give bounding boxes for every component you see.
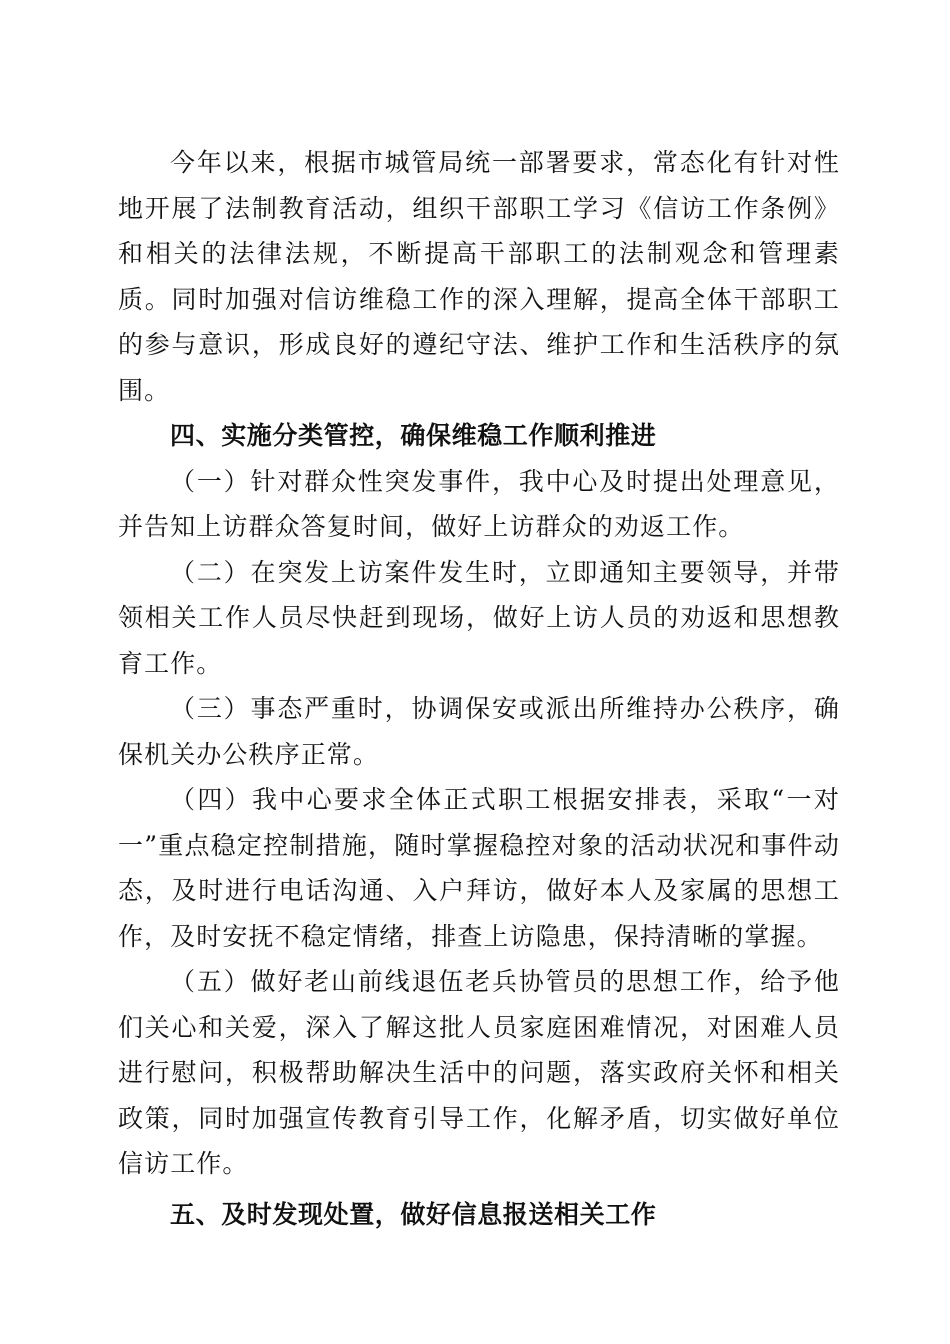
section-heading-5: 五、及时发现处置，做好信息报送相关工作 xyxy=(170,1199,657,1229)
section-heading-4: 四、实施分类管控，确保维稳工作顺利推进 xyxy=(170,421,657,450)
paragraph-item-5: （五）做好老山前线退伍老兵协管员的思想工作，给予他们关心和关爱，深入了解这批人员家庭困难情况，对困难人员进行慰问，积极帮助解决生活中的问题，落实政府关怀和相关政策，同时加强宣传教育引导工作，化解矛盾，切实做好单位信访工作。 xyxy=(118,967,840,1178)
paragraph-item-2: （二）在突发上访案件发生时，立即通知主要领导，并带领相关工作人员尽快赶到现场，做好上访人员的劝返和思想教育工作。 xyxy=(118,557,840,678)
paragraph-item-4: （四）我中心要求全体正式职工根据安排表，采取“一对一”重点稳定控制措施，随时掌握稳控对象的活动状况和事件动态，及时进行电话沟通、入户拜访，做好本人及家属的思想工作，及时安抚不稳定情绪，排查上访隐患，保持清晰的掌握。 xyxy=(118,785,840,951)
paragraph-item-1: （一）针对群众性突发事件，我中心及时提出处理意见，并告知上访群众答复时间，做好上访群众的劝返工作。 xyxy=(118,466,840,541)
paragraph-item-3: （三）事态严重时，协调保安或派出所维持办公秩序，确保机关办公秩序正常。 xyxy=(118,694,840,769)
document-body xyxy=(118,140,840,1237)
paragraph-legal-education: 今年以来，根据市城管局统一部署要求，常态化有针对性地开展了法制教育活动，组织干部职工学习《信访工作条例》和相关的法律法规，不断提高干部职工的法制观念和管理素质。同时加强对信访维稳工作的深入理解，提高全体干部职工的参与意识，形成良好的遵纪守法、维护工作和生活秩序的氛围。 xyxy=(118,148,840,405)
